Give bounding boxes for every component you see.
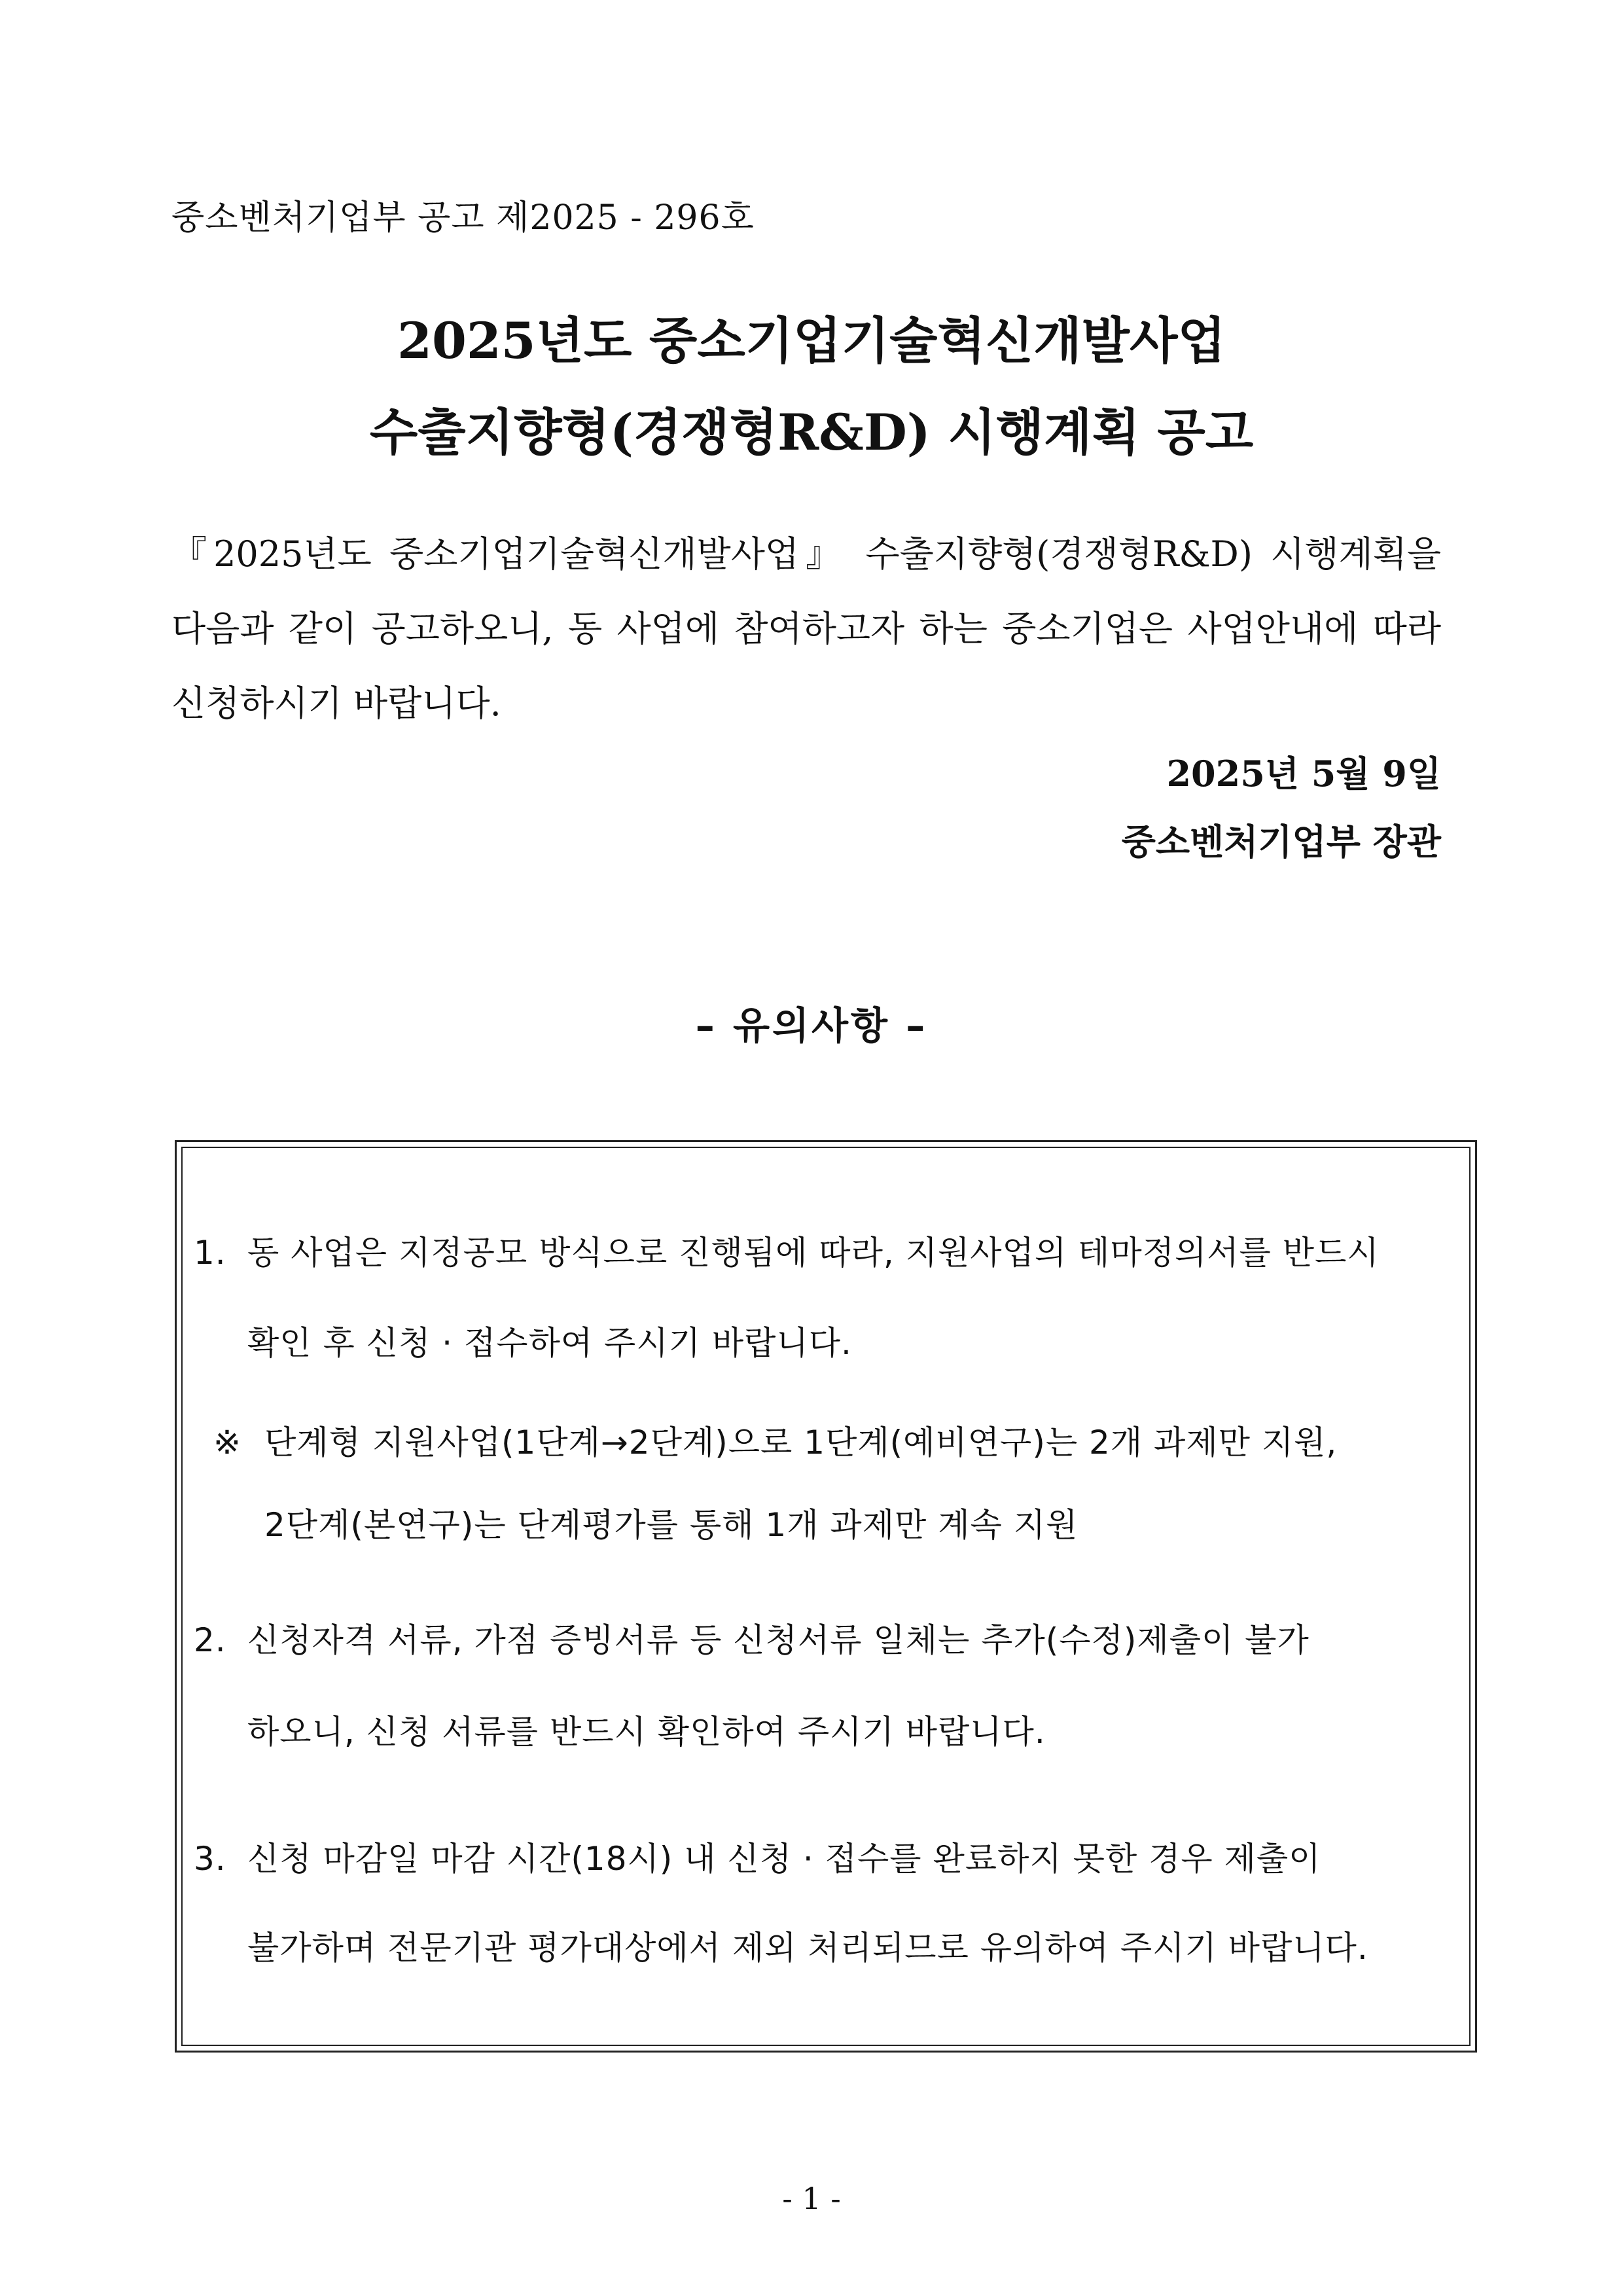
notice-date: 2025년 5월 9일 (1166, 753, 1441, 795)
remark-line-1 (213, 1416, 1337, 1463)
page-number: - 1 - (782, 2181, 841, 2216)
document-title-line2: 수출지향형(경쟁형R&D) 시행계획 공고 (369, 403, 1254, 461)
remark-mark: ※ (213, 1424, 241, 1462)
note-2-number: 2. (194, 1621, 226, 1659)
remark-line-2: 2단계(본연구)는 단계평가를 통해 1개 과제만 계속 지원 (264, 1506, 1079, 1544)
remark-text-1: 단계형 지원사업(1단계→2단계)으로 1단계(예비연구)는 2개 과제만 지원, (264, 1424, 1338, 1462)
document-title-line1: 2025년도 중소기업기술혁신개발사업 (397, 312, 1226, 370)
intro-paragraph: 『2025년도 중소기업기술혁신개발사업』 수출지향형(경쟁형R&D) 시행계획을 다음과 같이 공고하오니, 동 사업에 참여하고자 하는 중소기업은 사업안내에 따라 신청하시기 바랍니다. (171, 533, 1441, 724)
note-1-number: 1. (194, 1234, 226, 1272)
note-3-number: 3. (194, 1840, 226, 1878)
note-1-line-1 (194, 1227, 1380, 1274)
note-3-text-1: 신청 마감일 마감 시간(18시) 내 신청 · 접수를 완료하지 못한 경우 제출이 (247, 1840, 1321, 1878)
note-1-line-2: 확인 후 신청 · 접수하여 주시기 바랍니다. (247, 1324, 852, 1362)
note-2-text-1: 신청자격 서류, 가점 증빙서류 등 신청서류 일체는 추가(수정)제출이 불가 (247, 1621, 1310, 1659)
notice-number: 중소벤처기업부 공고 제2025 - 296호 (171, 198, 755, 238)
note-3-line-1 (194, 1833, 1321, 1880)
note-1-text-1: 동 사업은 지정공모 방식으로 진행됨에 따라, 지원사업의 테마정의서를 반드시 (247, 1234, 1380, 1272)
note-2-line-1 (194, 1614, 1310, 1661)
notes-heading: – 유의사항 – (695, 1003, 928, 1048)
notes-box-inner-border (181, 1147, 1471, 2046)
notice-signer: 중소벤처기업부 장관 (1121, 821, 1441, 863)
note-2-line-2: 하오니, 신청 서류를 반드시 확인하여 주시기 바랍니다. (247, 1713, 1046, 1751)
note-3-line-2: 불가하며 전문기관 평가대상에서 제외 처리되므로 유의하여 주시기 바랍니다. (247, 1929, 1368, 1967)
notes-box (175, 1140, 1477, 2053)
